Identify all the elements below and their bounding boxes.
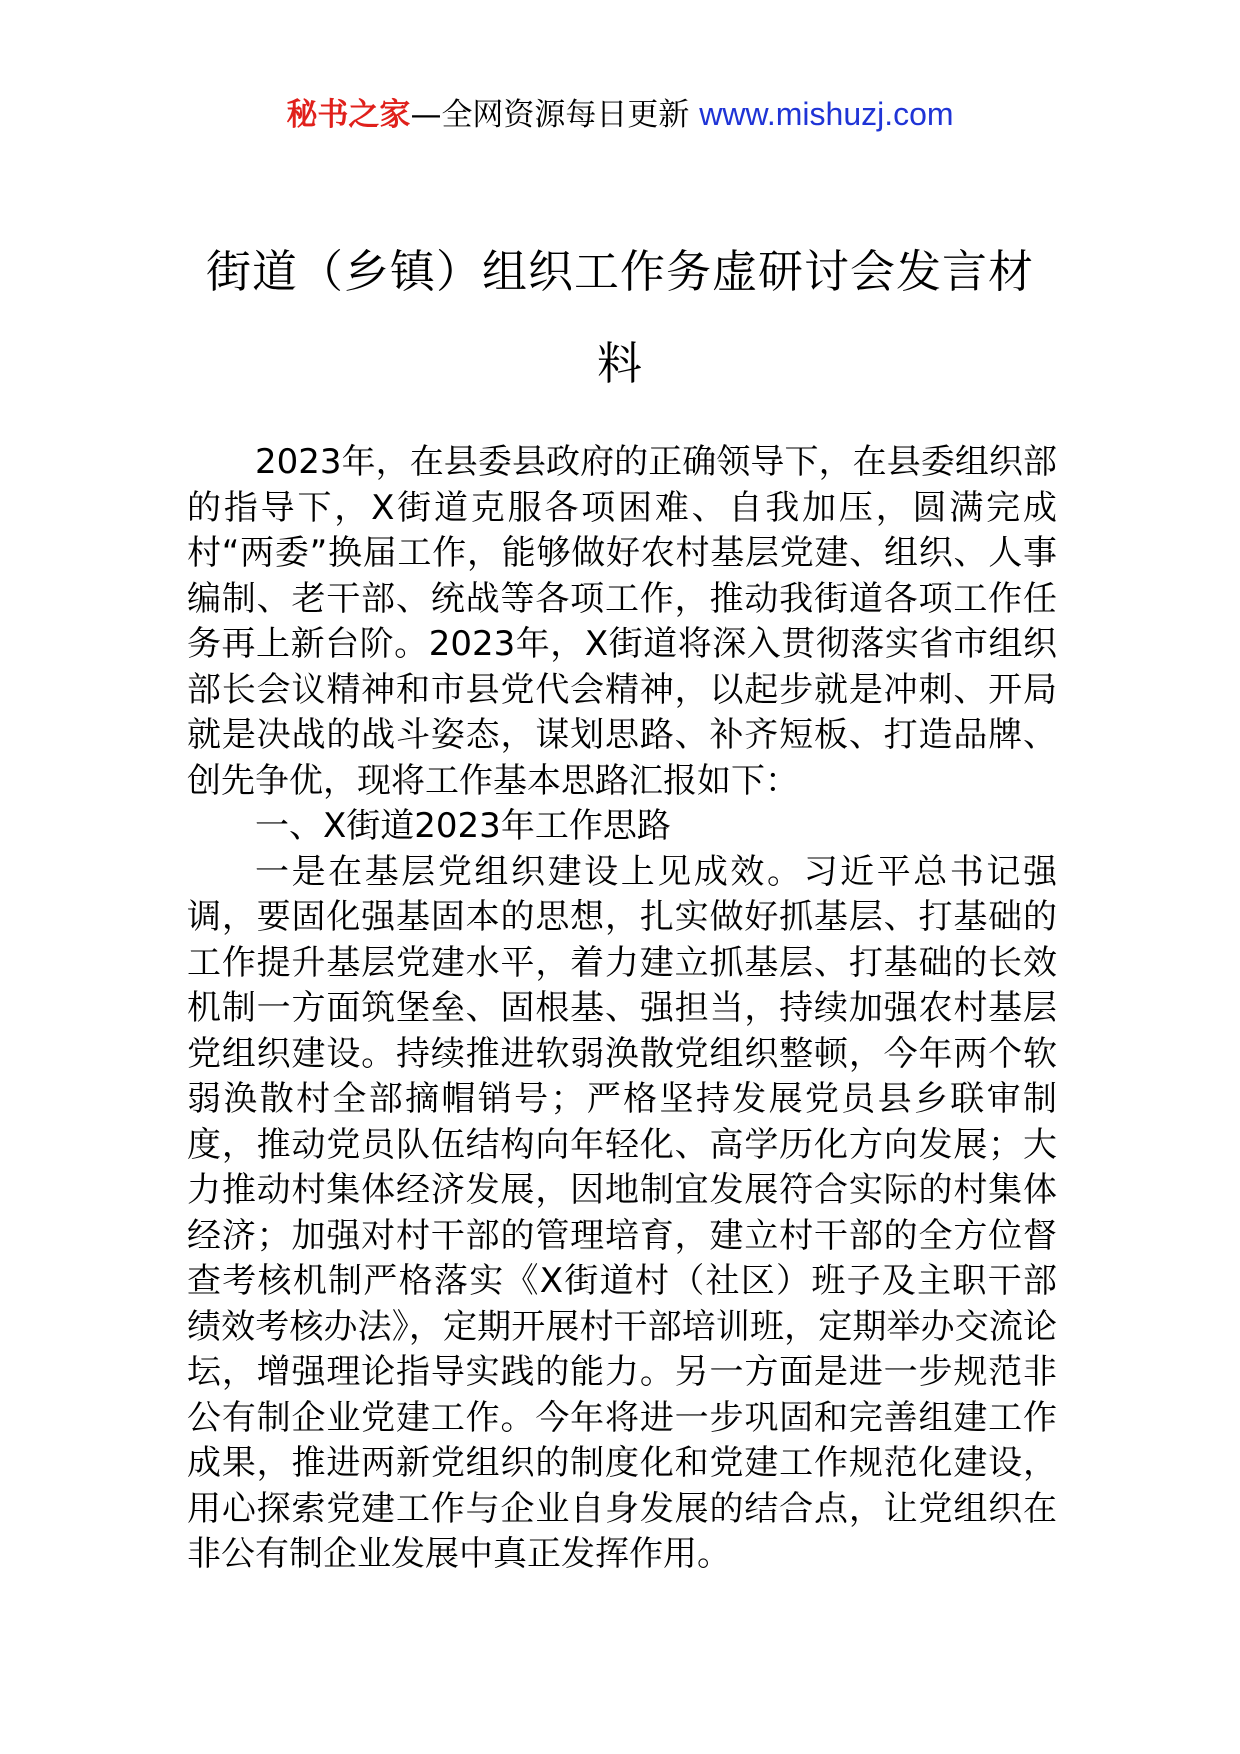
site-header [0, 94, 1240, 135]
body-paragraph: 一是在基层党组织建设上见成效。习近平总书记强调，要固化强基固本的思想，扎实做好抓基层、打基础的工作提升基层党建水平，着力建立抓基层、打基础的长效机制一方面筑堡垒、固根基、强担当，持续加强农村基层党组织建设。持续推进软弱涣散党组织整顿，今年两个软弱涣散村全部摘帽销号；严格坚持发展党员县乡联审制度，推动党员队伍结构向年轻化、高学历化方向发展；大力推动村集体经济发展，因地制宜发展符合实际的村集体经济；加强对村干部的管理培育，建立村干部的全方位督查考核机制严格落实《X街道村（社区）班子及主职干部绩效考核办法》，定期开展村干部培训班，定期举办交流论坛，增强理论指导实践的能力。另一方面是进一步规范非公有制企业党建工作。今年将进一步巩固和完善组建工作成果，推进两新党组织的制度化和党建工作规范化建设，用心探索党建工作与企业自身发展的结合点，让党组织在非公有制企业发展中真正发挥作用。 [187, 851, 1057, 1574]
brand-name: 秘书之家 [286, 97, 411, 133]
document-title: 街道（乡镇）组织工作务虚研讨会发言材料 [205, 245, 1034, 390]
document-body [187, 440, 1057, 1578]
intro-paragraph: 2023年，在县委县政府的正确领导下，在县委组织部的指导下，X街道克服各项困难、自我加压，圆满完成村“两委”换届工作，能够做好农村基层党建、组织、人事编制、老干部、统战等各项工作，推动我街道各项工作任务再上新台阶。2023年，X街道将深入贯彻落实省市组织部长会议精神和市县党代会精神，以起步就是冲刺、开局就是决战的战斗姿态，谋划思路、补齐短板、打造品牌、创先争优，现将工作基本思路汇报如下： [187, 442, 1057, 801]
website-link[interactable]: www.mishuzj.com [699, 96, 954, 132]
section-heading: 一、X街道2023年工作思路 [255, 806, 671, 846]
header-tagline: —全网资源每日更新 [410, 97, 700, 133]
